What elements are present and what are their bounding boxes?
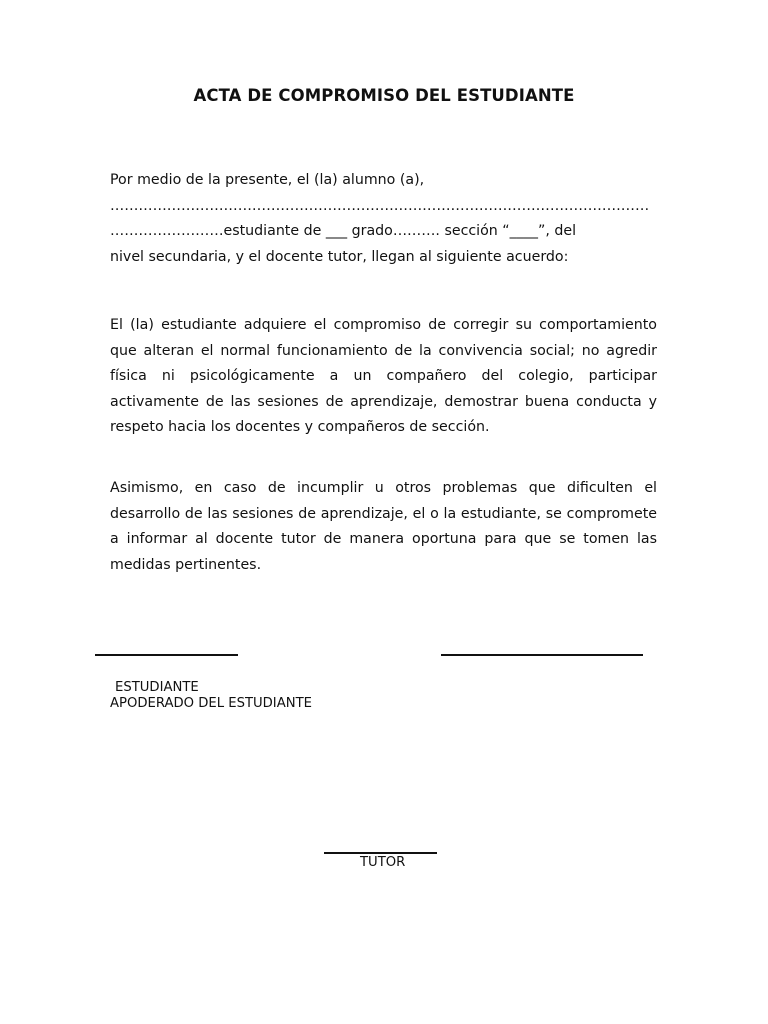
- tutor-signature-label: TUTOR: [360, 855, 406, 870]
- student-signature-label: ESTUDIANTE: [115, 680, 199, 695]
- intro-line: ……………………………………………………………………………………………………: [110, 197, 650, 214]
- intro-line: nivel secundaria, y el docente tutor, llegan al siguiente acuerdo:: [110, 248, 569, 265]
- tutor-signature-line: [324, 852, 437, 854]
- intro-line: Por medio de la presente, el (la) alumno (a),: [110, 172, 425, 188]
- intro-line: ……………………estudiante de ___ grado………. sección “____”, del: [110, 223, 577, 239]
- parent-signature-line: [441, 654, 643, 656]
- commitment-paragraph: El (la) estudiante adquiere el compromiso de corregir su comportamiento que alteran el normal funcionamiento de la convivencia social; no agredir física ni psicológicamente a un compañero del colegio, participar activamente de las sesiones de aprendizaje, demostrar buena conducta y respeto hacia los docentes y compañeros de sección.: [110, 317, 657, 435]
- obligation-paragraph: Asimismo, en caso de incumplir u otros problemas que dificulten el desarrollo de las sesiones de aprendizaje, el o la estudiante, se compromete a informar al docente tutor de manera oportuna para que se tomen las medidas pertinentes.: [110, 480, 657, 573]
- student-signature-line: [95, 654, 238, 656]
- document-title: ACTA DE COMPROMISO DEL ESTUDIANTE: [193, 86, 575, 105]
- parent-signature-label: APODERADO DEL ESTUDIANTE: [110, 696, 312, 711]
- intro-block: [110, 168, 658, 270]
